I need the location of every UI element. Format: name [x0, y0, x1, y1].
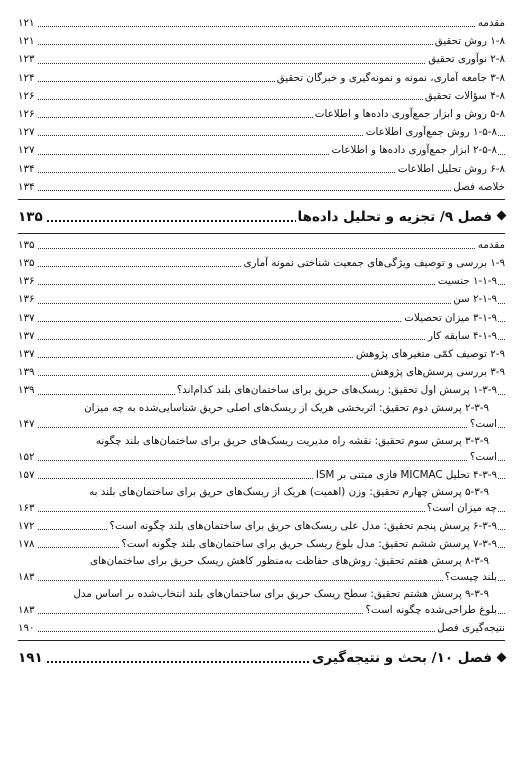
toc-entry [18, 14, 505, 32]
toc-entry-title: ۶-۸ روش تحلیل اطلاعات [396, 160, 505, 178]
chapter-10-title: فصل ۱۰/ بحث و نتیجه‌گیری [311, 650, 492, 667]
toc-entry [18, 309, 505, 327]
toc-entry-title: ۱-۸ روش تحقیق [433, 32, 505, 50]
chapter-9-page: ۱۳۵ [18, 204, 46, 230]
toc-entry-page: ۱۳۶ [18, 290, 37, 308]
toc-entry-title: ۳-۸ جامعه آماری، نمونه و نمونه‌گیری و خبرگان تحقیق [275, 69, 505, 87]
toc-entry-page: ۱۳۴ [18, 178, 37, 196]
toc-entry-title: ۵-۸ روش و ابزار جمع‌آوری داده‌ها و اطلاعات [313, 105, 505, 123]
toc-entry-title-cont: بلوغ طراحی‌شده چگونه است؟ [364, 602, 498, 619]
toc-entry-title: ۹-۳-۹ پرسش هشتم تحقیق: سطح ریسک حریق برای ساختمان‌های بلند انتخاب‌شده بر اساس مدل [10, 586, 497, 602]
divider [18, 199, 505, 200]
chapter-9-title: فصل ۹/ تجزیه و تحلیل داده‌ها [297, 208, 492, 225]
chapter-10-heading [18, 645, 505, 671]
toc-entry-page: ۱۵۲ [18, 449, 37, 466]
toc-entry-title: ۱-۵-۸ روش جمع‌آوری اطلاعات [364, 123, 497, 141]
toc-entry-title: ۶-۳-۹ پرسش پنجم تحقیق: مدل علی ریسک‌های حریق برای ساختمان‌های بلند چگونه است؟ [108, 517, 497, 535]
toc-entry-page: ۱۳۶ [18, 272, 37, 290]
toc-entry [18, 619, 505, 637]
toc-entry [18, 290, 505, 308]
toc-entry [18, 32, 505, 50]
toc-entry-page: ۱۹۰ [18, 619, 37, 637]
toc-section-9 [18, 236, 505, 637]
toc-entry-page: ۱۲۷ [18, 141, 37, 159]
leader-dots [18, 427, 505, 428]
toc-entry [18, 105, 505, 123]
toc-entry [18, 50, 505, 68]
divider [18, 640, 505, 641]
toc-entry-title: ۳-۹ بررسی پرسش‌های پژوهش [369, 363, 505, 381]
toc-entry-page: ۱۸۳ [18, 602, 37, 619]
toc-entry-page: ۱۲۴ [18, 69, 37, 87]
toc-entry-title-cont: است؟ [468, 416, 497, 433]
toc-entry-page: ۱۳۷ [18, 327, 37, 345]
toc-entry-title: مقدمه [476, 14, 505, 32]
toc-entry-title: ۲-۸ نوآوری تحقیق [426, 50, 505, 68]
toc-entry-title-cont: چه میزان است؟ [425, 500, 497, 517]
toc-entry-page: ۱۷۸ [18, 535, 37, 553]
toc-entry [18, 517, 505, 535]
toc-entry-page: ۱۵۷ [18, 466, 37, 484]
toc-entry-title: ۲-۹ توصیف کمّی متغیرهای پژوهش [354, 345, 505, 363]
toc-entry-title: ۳-۱-۹ میزان تحصیلات [402, 309, 497, 327]
toc-entry-title: ۲-۳-۹ پرسش دوم تحقیق: اثربخشی هریک از ریسک‌های اصلی حریق شناسایی‌شده به چه میزان [10, 400, 497, 416]
toc-entry-title: ۸-۳-۹ پرسش هفتم تحقیق: روش‌های حفاظت به‌منظور کاهش ریسک حریق برای ساختمان‌های [10, 553, 497, 569]
leader-dots [18, 460, 505, 461]
leader-dots [18, 248, 505, 249]
toc-entry-page: ۱۲۱ [18, 32, 37, 50]
toc-entry-page: ۱۳۵ [18, 254, 37, 272]
toc-entry [18, 345, 505, 363]
toc-entry-title: ۱-۳-۹ پرسش اول تحقیق: ریسک‌های حریق برای ساختمان‌های بلند کدام‌اند؟ [175, 381, 497, 399]
toc-entry [18, 87, 505, 105]
toc-entry-title: ۲-۵-۸ ابزار جمع‌آوری داده‌ها و اطلاعات [330, 141, 497, 159]
toc-entry-page: ۱۸۳ [18, 569, 37, 586]
toc-entry-title: ۴-۸ سؤالات تحقیق [423, 87, 505, 105]
leader-dots [18, 284, 505, 285]
toc-entry-title: ۱-۱-۹ جنسیت [436, 272, 497, 290]
toc-entry-page: ۱۲۳ [18, 50, 37, 68]
toc-entry [18, 327, 505, 345]
toc-entry-page: ۱۳۹ [18, 381, 37, 399]
toc-entry [18, 69, 505, 87]
toc-entry-title: ۴-۳-۹ تحلیل MICMAC فازی مبتنی بر ISM [314, 466, 497, 484]
toc-entry [18, 381, 505, 399]
toc-entry-title: مقدمه [476, 236, 505, 254]
toc-entry-title: ۵-۳-۹ پرسش چهارم تحقیق: وزن (اهمیت) هریک از ریسک‌های حریق برای ساختمان‌های بلند به [10, 484, 497, 500]
toc-entry-page: ۱۳۹ [18, 363, 37, 381]
toc-entry [18, 141, 505, 159]
toc-page [18, 14, 505, 671]
toc-entry-page: ۱۷۲ [18, 517, 37, 535]
toc-entry [18, 553, 505, 586]
diamond-icon [497, 652, 507, 662]
toc-entry [18, 466, 505, 484]
toc-entry-title: نتیجه‌گیری فصل [435, 619, 505, 637]
toc-entry [18, 178, 505, 196]
toc-entry-page: ۱۲۷ [18, 123, 37, 141]
toc-entry [18, 535, 505, 553]
toc-entry-page: ۱۳۷ [18, 309, 37, 327]
toc-entry-title-cont: است؟ [468, 449, 497, 466]
toc-section-8 [18, 14, 505, 196]
chapter-9-heading [18, 204, 505, 230]
toc-entry [18, 400, 505, 433]
toc-entry [18, 484, 505, 517]
toc-entry-page: ۱۲۶ [18, 87, 37, 105]
diamond-icon [497, 211, 507, 221]
toc-entry-title: خلاصه فصل [451, 178, 505, 196]
toc-entry [18, 254, 505, 272]
toc-entry-title: ۲-۱-۹ سن [451, 290, 497, 308]
toc-entry-title-cont: بلند چیست؟ [443, 569, 497, 586]
leader-dots [18, 303, 505, 304]
toc-entry [18, 236, 505, 254]
leader-dots [18, 631, 505, 632]
toc-entry [18, 433, 505, 466]
toc-entry [18, 586, 505, 619]
toc-entry-title: ۴-۱-۹ سابقه کار [426, 327, 497, 345]
toc-entry-page: ۱۲۱ [18, 14, 37, 32]
toc-entry-page: ۱۴۷ [18, 416, 37, 433]
leader-dots [18, 580, 505, 581]
toc-entry-page: ۱۲۶ [18, 105, 37, 123]
divider [18, 233, 505, 234]
toc-entry [18, 160, 505, 178]
toc-entry-page: ۱۶۳ [18, 500, 37, 517]
toc-entry [18, 123, 505, 141]
leader-dots [18, 190, 505, 191]
leader-dots [18, 26, 505, 27]
toc-entry [18, 363, 505, 381]
toc-entry-title: ۱-۹ بررسی و توصیف ویژگی‌های جمعیت شناختی نمونه آماری [242, 254, 506, 272]
toc-entry-page: ۱۳۴ [18, 160, 37, 178]
toc-entry [18, 272, 505, 290]
toc-entry-title: ۷-۳-۹ پرسش ششم تحقیق: مدل بلوغ ریسک حریق برای ساختمان‌های بلند چگونه است؟ [119, 535, 497, 553]
chapter-10-page: ۱۹۱ [18, 645, 46, 671]
toc-entry-page: ۱۳۷ [18, 345, 37, 363]
toc-entry-page: ۱۳۵ [18, 236, 37, 254]
toc-entry-title: ۳-۳-۹ پرسش سوم تحقیق: نقشه راه مدیریت ریسک‌های حریق برای ساختمان‌های بلند چگونه [10, 433, 497, 449]
